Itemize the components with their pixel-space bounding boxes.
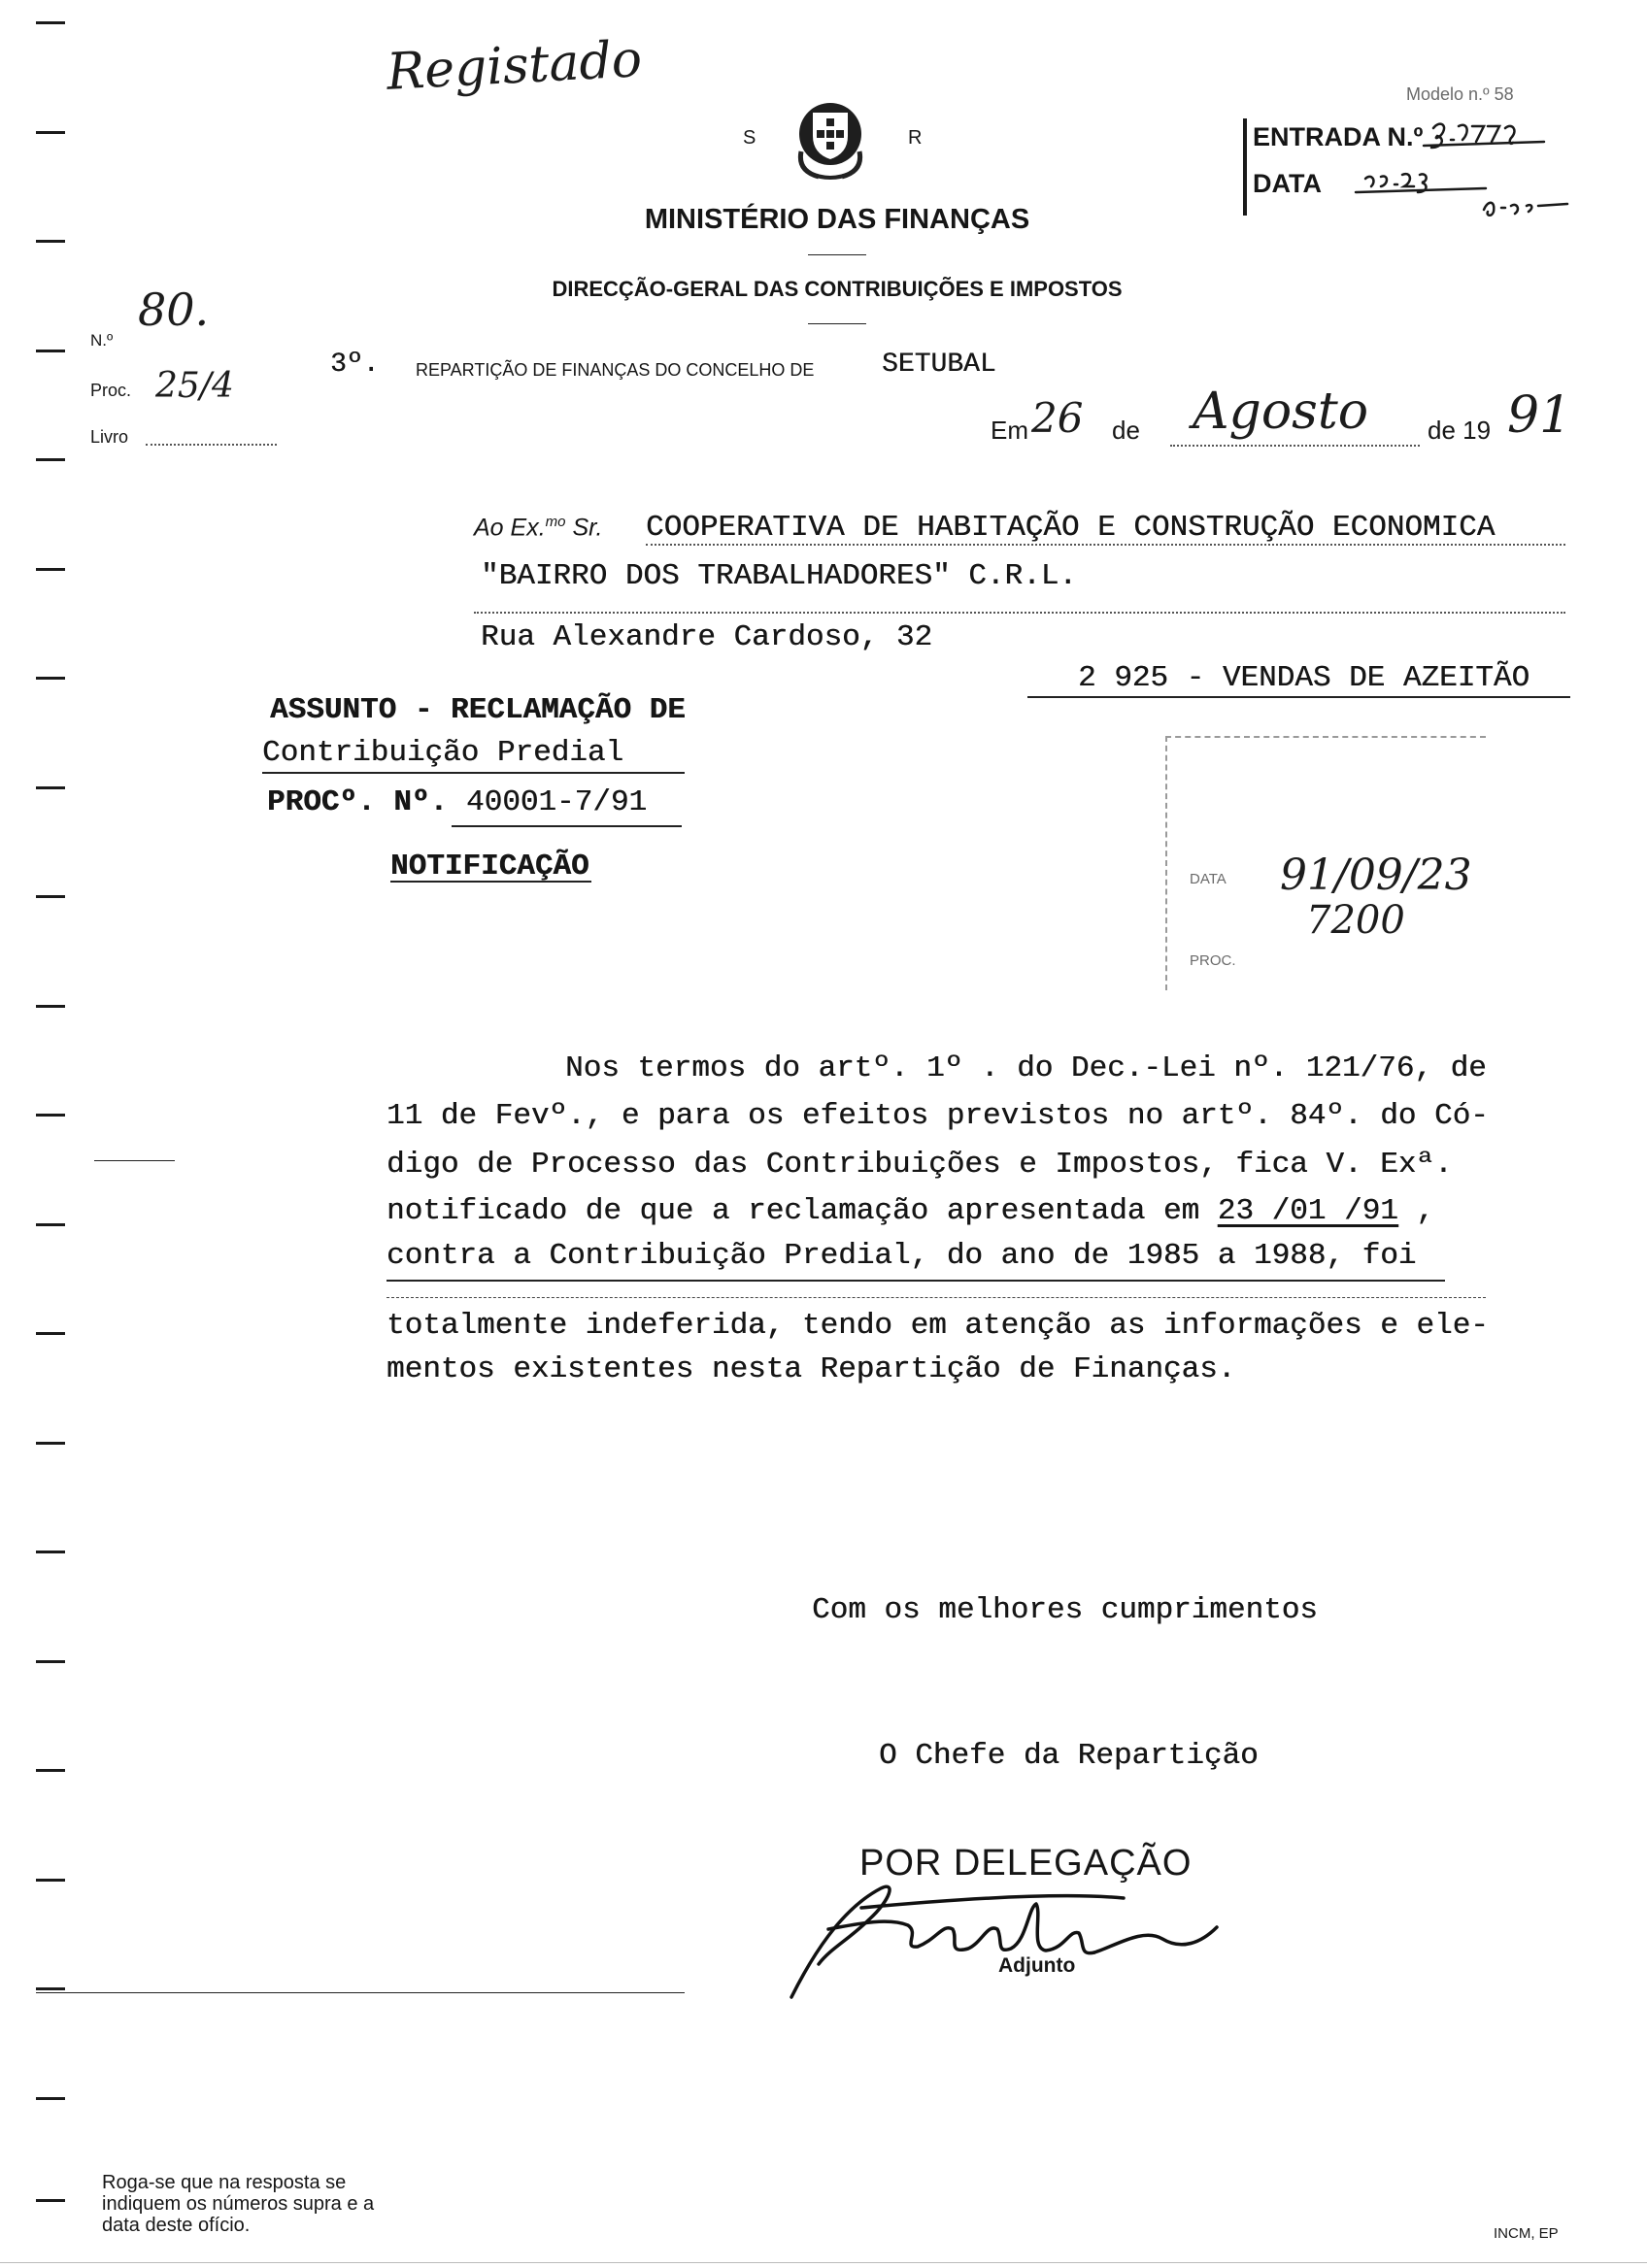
page-bottom-edge (0, 2262, 1647, 2263)
margin-mark (36, 1332, 65, 1335)
body-line-4-end: , (1397, 1194, 1434, 1228)
book-dotted-line (146, 444, 277, 446)
addressee-postal: 2 925 - VENDAS DE AZEITÃO (1078, 661, 1530, 695)
margin-mark (36, 1769, 65, 1772)
handwritten-date-day: 26 (1031, 394, 1084, 442)
header-divider-2 (808, 323, 866, 324)
closing-role: O Chefe da Repartição (879, 1739, 1259, 1773)
entry-stamp-number-label: ENTRADA N.º (1253, 122, 1424, 151)
process-label: Proc. (90, 381, 132, 400)
signer-title: Adjunto (998, 1954, 1076, 1977)
addressee-dotted-line-2 (474, 612, 1565, 614)
date-of-1: de (1112, 416, 1140, 445)
coat-of-arms-icon (791, 93, 869, 183)
body-line-5: contra a Contribuição Predial, do ano de 1985 a 1988, foi (387, 1239, 1417, 1273)
handwritten-number-value: 80. (138, 284, 210, 336)
footer-divider (36, 1992, 685, 1993)
handwritten-date-month: Agosto (1193, 383, 1369, 441)
notification-title-underline (390, 881, 591, 883)
emblem-letter-right: R (908, 127, 923, 149)
ministry-title: MINISTÉRIO DAS FINANÇAS (644, 204, 1030, 235)
received-stamp-code: 7200 (1306, 898, 1405, 943)
received-stamp-date-label: DATA (1190, 871, 1227, 887)
margin-mark (36, 350, 65, 352)
subject-process-label: PROCº. Nº. (267, 785, 449, 819)
footer-note-line-1: Roga-se que na resposta se (102, 2172, 347, 2193)
date-month-dotted-line (1170, 445, 1420, 447)
delegation-stamp: POR DELEGAÇÃO (859, 1843, 1193, 1884)
claim-date: 23 /01 /91 (1217, 1194, 1398, 1228)
margin-mark (36, 1879, 65, 1882)
body-line-4 (387, 1196, 1434, 1226)
body-line-4-text: notificado de que a reclamação apresentada em (387, 1194, 1218, 1228)
salutation-superscript: mo (545, 514, 566, 530)
book-label: Livro (90, 427, 129, 447)
margin-mark (36, 1987, 65, 1990)
body-line-6: totalmente indeferida, tendo em atenção as informações e ele- (387, 1309, 1489, 1343)
handwritten-registered-note: Registado (385, 30, 644, 102)
salutation-prefix: Ao Ex. (474, 514, 546, 542)
addressee-postal-underline (1027, 696, 1570, 698)
margin-mark (36, 1005, 65, 1008)
margin-mark (36, 458, 65, 461)
footer-note-line-2: indiquem os números supra e a (102, 2193, 375, 2215)
date-prefix: Em (991, 416, 1028, 445)
addressee-dotted-line-1 (646, 544, 1565, 546)
number-label: N.º (90, 331, 114, 350)
margin-mark (36, 895, 65, 898)
body-line-1: Nos termos do artº. 1º . do Dec.-Lei nº. 121/76, de (565, 1051, 1487, 1085)
margin-mark (36, 1551, 65, 1553)
footer-note-line-3: data deste ofício. (102, 2215, 251, 2236)
margin-mark (36, 21, 65, 24)
margin-mark (36, 1223, 65, 1226)
entry-stamp-bar (1243, 118, 1247, 216)
addressee-name-line-1: COOPERATIVA DE HABITAÇÃO E CONSTRUÇÃO ECONOMICA (646, 511, 1496, 545)
body-line-3: digo de Processo das Contribuições e Impostos, fica V. Exª. (387, 1148, 1453, 1182)
handwritten-process-value: 25/4 (155, 366, 234, 406)
entry-stamp-handwriting (1340, 107, 1588, 228)
notification-title: NOTIFICAÇÃO (390, 850, 589, 884)
margin-mark (36, 786, 65, 789)
handwritten-date-year: 91 (1507, 386, 1572, 445)
received-stamp-proc-label: PROC. (1190, 952, 1236, 969)
signature (772, 1869, 1228, 2005)
emblem-letter-left: S (743, 127, 756, 149)
office-label: REPARTIÇÃO DE FINANÇAS DO CONCELHO DE (416, 360, 815, 380)
margin-mark (36, 1442, 65, 1445)
closing-greeting: Com os melhores cumprimentos (812, 1593, 1318, 1627)
margin-mark (36, 568, 65, 571)
subject-line-2-underline (262, 772, 685, 774)
salutation-suffix: Sr. (565, 514, 603, 542)
subject-process-value: 40001-7/91 (466, 785, 648, 819)
subject-line-2: Contribuição Predial (262, 736, 624, 770)
form-model-number: Modelo n.º 58 (1406, 84, 1514, 104)
margin-mark (36, 2199, 65, 2202)
office-ordinal: 3º. (330, 350, 380, 380)
addressee-street: Rua Alexandre Cardoso, 32 (481, 620, 933, 654)
received-stamp-date-value: 91/09/23 (1280, 850, 1472, 900)
margin-stroke (94, 1160, 175, 1161)
subject-line-1: ASSUNTO - RECLAMAÇÃO DE (270, 693, 686, 727)
header-divider-1 (808, 254, 866, 255)
body-line-7: mentos existentes nesta Repartição de Finanças. (387, 1352, 1236, 1386)
salutation (474, 515, 602, 540)
office-value: SETUBAL (882, 350, 996, 380)
body-line-5-underline (387, 1280, 1445, 1282)
margin-mark (36, 2097, 65, 2100)
date-of-2: de 19 (1428, 416, 1492, 445)
directorate-title: DIRECÇÃO-GERAL DAS CONTRIBUIÇÕES E IMPOSTOS (552, 277, 1123, 301)
margin-mark (36, 131, 65, 134)
margin-mark (36, 1660, 65, 1663)
margin-mark (36, 240, 65, 243)
entry-stamp-date-label: DATA (1253, 169, 1322, 198)
body-line-2: 11 de Fevº., e para os efeitos previstos no artº. 84º. do Có- (387, 1099, 1489, 1133)
printer-mark: INCM, EP (1494, 2225, 1559, 2242)
body-dashed-rule (387, 1297, 1486, 1298)
margin-mark (36, 677, 65, 680)
margin-mark (36, 1114, 65, 1117)
subject-process-underline (452, 825, 682, 827)
addressee-name-line-2: "BAIRRO DOS TRABALHADORES" C.R.L. (481, 559, 1077, 593)
